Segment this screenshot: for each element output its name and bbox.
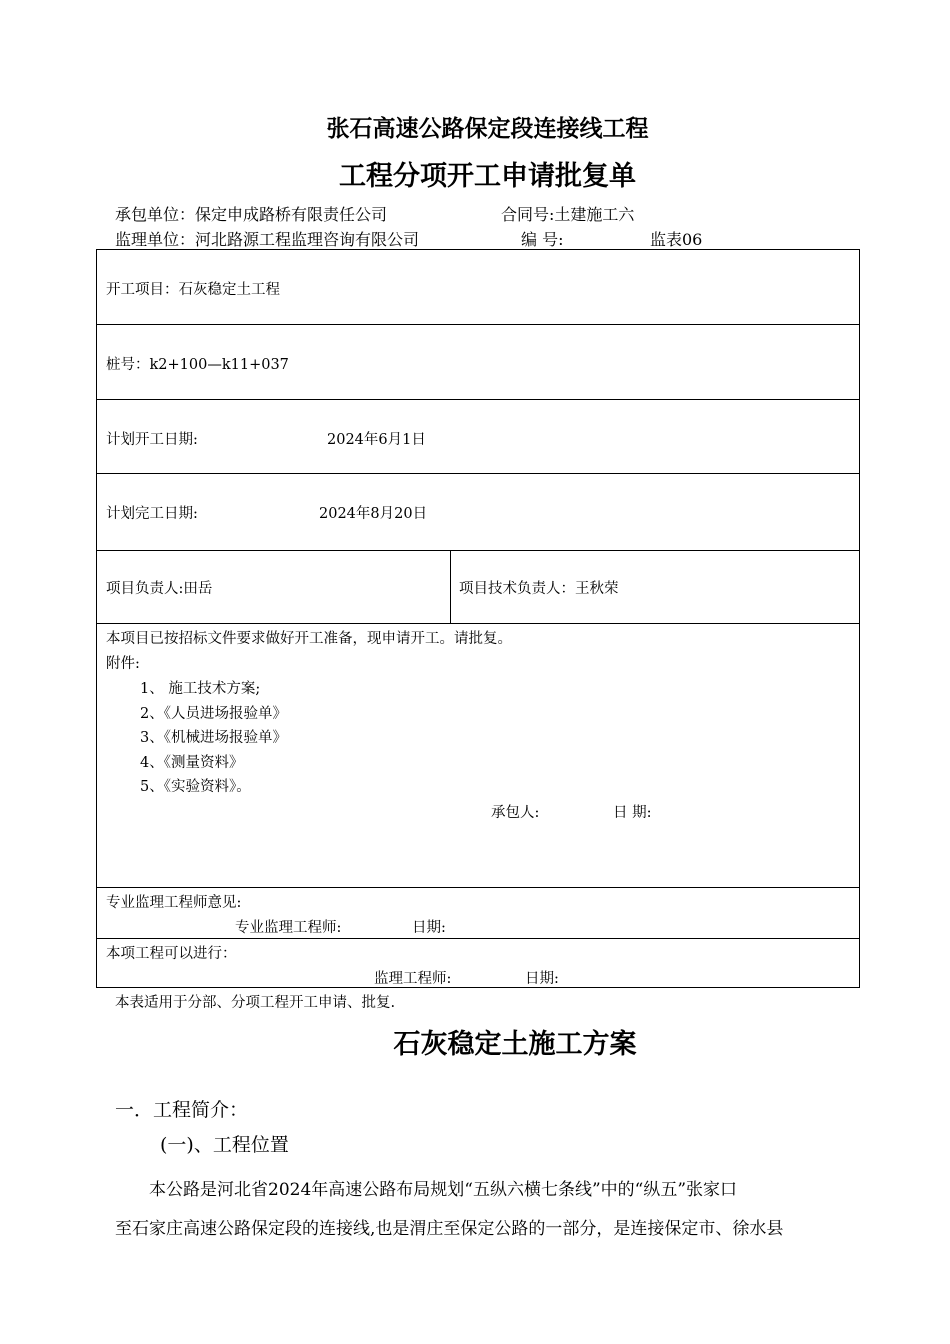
table-footnote: 本表适用于分部、分项工程开工申请、批复. — [115, 995, 396, 1011]
stake-field: 桩号：k2+100—k11+037 — [106, 357, 289, 373]
contractor-signature-label: 承包人: — [491, 805, 540, 821]
chief-engineer-date-label: 日期: — [525, 971, 559, 987]
row-application — [97, 624, 859, 888]
form-code: 监表06 — [650, 230, 703, 249]
row-end-date — [97, 474, 859, 551]
body-paragraph-line: 本公路是河北省2024年高速公路布局规划“五纵六横七条线”中的“纵五”张家口 — [149, 1180, 738, 1200]
section-heading: 一．工程简介： — [115, 1099, 249, 1121]
contractor-date-label: 日 期: — [613, 805, 652, 821]
row-start-date — [97, 400, 859, 474]
row-project-item — [97, 250, 859, 325]
application-text: 本项目已按招标文件要求做好开工准备，现申请开工。请批复。 — [106, 631, 512, 647]
start-date-label: 计划开工日期: — [106, 432, 198, 448]
row-responsible — [97, 551, 859, 624]
end-date-label: 计划完工日期: — [106, 506, 198, 522]
attachment-item: 2、《人员进场报验单》 — [140, 706, 287, 722]
end-date-value: 2024年8月20日 — [319, 506, 428, 522]
attachment-item: 5、《实验资料》。 — [140, 779, 251, 795]
engineer-signature-label: 专业监理工程师: — [235, 920, 342, 936]
subsection-heading: (一)、工程位置 — [160, 1134, 289, 1156]
project-item-field: 开工项目：石灰稳定土工程 — [106, 282, 280, 298]
technical-manager: 项目技术负责人：王秋荣 — [459, 581, 619, 597]
engineer-date-label: 日期: — [412, 920, 446, 936]
project-manager: 项目负责人:田岳 — [106, 581, 213, 597]
approval-form-table — [96, 249, 860, 988]
plan-title: 石灰稳定土施工方案 — [393, 1029, 637, 1060]
contract-number: 合同号:土建施工六 — [501, 205, 635, 224]
chief-engineer-signature-label: 监理工程师: — [374, 971, 452, 987]
serial-number-label: 编 号: — [521, 230, 564, 249]
row-engineer-opinion — [97, 888, 859, 939]
engineer-opinion-label: 专业监理工程师意见: — [106, 895, 242, 911]
contractor-unit: 承包单位：保定申成路桥有限责任公司 — [115, 205, 388, 224]
attachment-item: 1、 施工技术方案; — [140, 681, 261, 697]
start-date-value: 2024年6月1日 — [327, 432, 426, 448]
project-title: 张石高速公路保定段连接线工程 — [326, 116, 649, 142]
attachment-item: 4、《测量资料》 — [140, 755, 244, 771]
body-paragraph-line: 至石家庄高速公路保定段的连接线,也是渭庄至保定公路的一部分，是连接保定市、徐水县 — [115, 1219, 784, 1239]
column-divider — [450, 551, 451, 623]
row-stake — [97, 325, 859, 400]
attachment-item: 3、《机械进场报验单》 — [140, 730, 287, 746]
row-approval — [97, 939, 859, 989]
form-title: 工程分项开工申请批复单 — [339, 161, 636, 192]
attachments-label: 附件: — [106, 656, 140, 672]
supervisor-unit: 监理单位：河北路源工程监理咨询有限公司 — [115, 230, 420, 249]
approval-text: 本项工程可以进行： — [106, 946, 237, 962]
